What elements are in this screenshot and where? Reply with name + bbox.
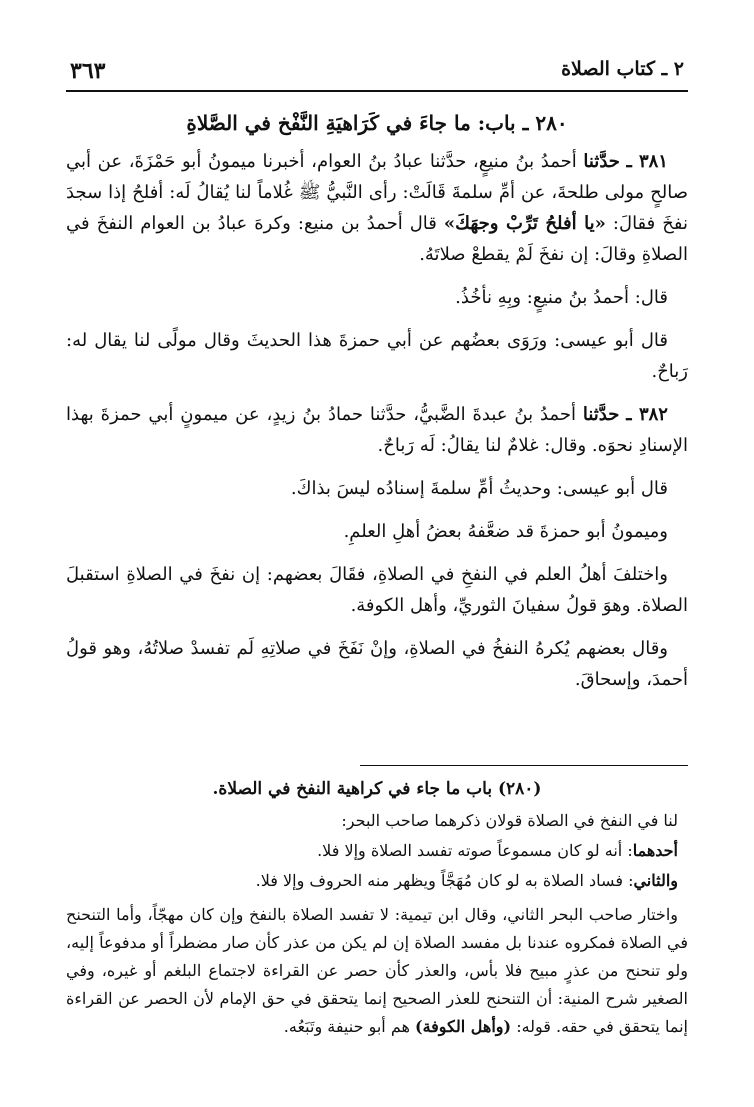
hadith-382 xyxy=(66,399,688,461)
hadith-number: ٣٨٢ ـ xyxy=(626,404,668,425)
main-text xyxy=(66,108,688,707)
page-number: ٣٦٣ xyxy=(70,58,106,84)
label-first: أحدهما xyxy=(632,841,678,860)
commentary-bold: (وأهل الكوفة) xyxy=(415,1017,512,1036)
running-title: ٢ ـ كتاب الصلاة xyxy=(561,58,684,80)
commentary-line-3 xyxy=(66,867,688,895)
hadith-text: أحمدُ بنُ منيعٍ، حدَّثنا عبادُ بنُ العوام، أخبرنا ميمونُ أبو حَمْزَةَ، عن أبي صالحٍ مولى طلحةَ، عن أمِّ سلمةَ قَالَتْ: رأى النَّبيُّ ﷺ غُلاماً لنا يُقالُ لَه: أفلحُ إذا سجدَ نفخَ فقالَ: xyxy=(66,151,688,234)
commentary-line-1: لنا في النفخ في الصلاة قولان ذكرهما صاحب البحر: xyxy=(341,811,678,830)
footnote-rule xyxy=(360,765,688,766)
haddathana: حدَّثنا xyxy=(582,404,620,425)
paragraph-5: واختلفَ أهلُ العلم في النفخِ في الصلاةِ، فقَالَ بعضهم: إن نفخَ في الصلاةِ استقبلَ الصلاة. وهوَ قولُ سفيانَ الثوريِّ، وأهل الكوفة. xyxy=(66,564,688,616)
commentary-paragraph xyxy=(66,901,688,1041)
commentary-text: واختار صاحب البحر الثاني، وقال ابن تيمية: لا تفسد الصلاة بالنفخ وإن كان مهجّاً، وأما التنحنح في الصلاة فمكروه عندنا بل مفسد الصلاة إن لم يكن من عذر كأن صار مضطراً أو مدفوعاً إليه، ولو تنحنح من عذرٍ مبيح فلا بأس، والعذر كأن حصر عن القراءة لاجتماع البلغم أو غيره، وفي الصغير شرح المنية: أن التنحنح للعذر الصحيح إنما يتحقق في حق الإمام لأن الحصر عن القراءة إنما يتحقق في حقه. قوله: xyxy=(66,905,688,1036)
prophetic-quote: «يا أفلحُ تَرِّبْ وجهَكَ» xyxy=(443,213,606,234)
hadith-text: أحمدُ بنُ عبدةَ الضَّبيُّ، حدَّثنا حمادُ بنُ زيدٍ، عن ميمونٍ أبي حمزةَ بهذا الإسنادِ نحوَه. وقال: غلامٌ لنا يقالُ: لَه رَباحٌ. xyxy=(66,404,688,456)
commentary-tail: هم أبو حنيفة وتَبَعُه. xyxy=(283,1017,410,1036)
paragraph-3: قال أبو عيسى: وحديثُ أمِّ سلمةَ إسنادُه ليسَ بذاكَ. xyxy=(290,478,668,499)
commentary-title: (٢٨٠) باب ما جاء في كراهية النفخ في الصلاة. xyxy=(212,779,542,799)
paragraph-4: وميمونُ أبو حمزةَ قد ضعَّفهُ بعضُ أهلِ العلمِ. xyxy=(343,521,668,542)
first-opinion: : أنه لو كان مسموعاً صوته تفسد الصلاة وإلا فلا. xyxy=(317,841,633,860)
chapter-title: ٢٨٠ ـ باب: ما جاءَ في كَرَاهيَةِ النَّفْخ في الصَّلاةِ xyxy=(186,111,568,135)
second-opinion: : فساد الصلاة به لو كان مُهَجَّاً ويظهر منه الحروف وإلا فلا. xyxy=(255,871,634,890)
label-second: والثاني xyxy=(633,871,678,890)
haddathana: حدَّثنا xyxy=(583,151,620,172)
commentary xyxy=(66,775,688,1041)
hadith-number: ٣٨١ ـ xyxy=(626,151,668,172)
paragraph-6: وقال بعضهم يُكرهُ النفخُ في الصلاةِ، وإنْ نَفَخَ في صلاتِهِ لَم تفسدْ صلاتُهُ، وهو قولُ أحمدَ، وإسحاقَ. xyxy=(66,638,688,690)
header-rule xyxy=(66,90,688,92)
hadith-381 xyxy=(66,146,688,270)
hadith-text-cont: قال أحمدُ بن منيع: وكرهَ عبادُ بن العوام النفخَ في الصلاةِ وقالَ: إن نفخَ لَمْ يقطعْ صلاتَهُ. xyxy=(66,213,688,265)
paragraph-1: قال: أحمدُ بنُ منيعٍ: وبِهِ نأخُذُ. xyxy=(455,287,668,308)
paragraph-2: قال أبو عيسى: ورَوَى بعضُهم عن أبي حمزةَ هذا الحديثَ وقال مولًى لنا يقال له: رَباحٌ. xyxy=(66,330,688,382)
commentary-line-2 xyxy=(66,837,688,865)
